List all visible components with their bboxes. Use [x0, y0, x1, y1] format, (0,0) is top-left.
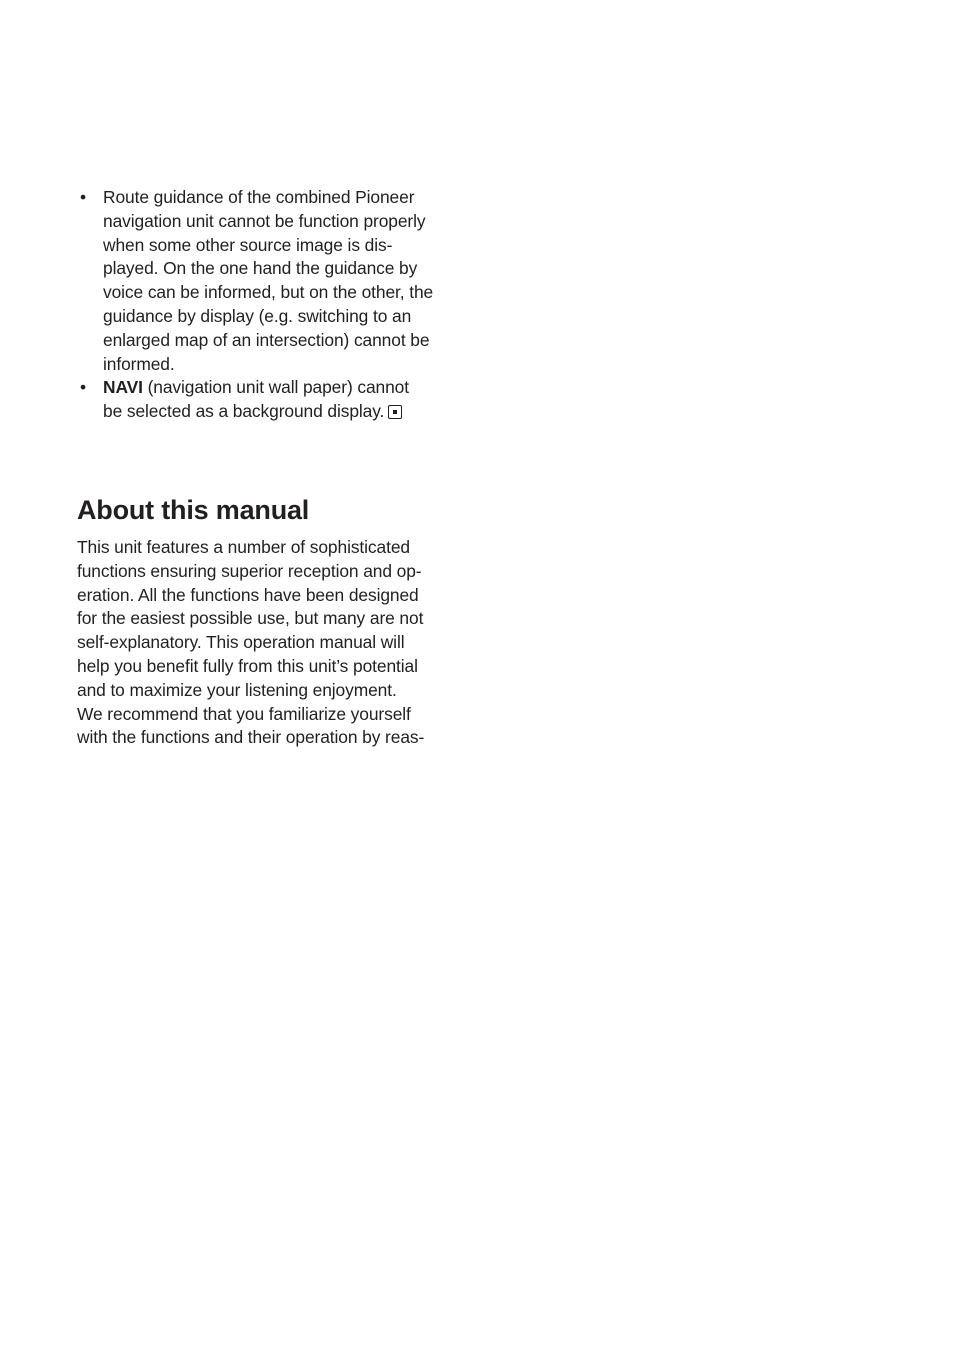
text-line: navigation unit cannot be function properly: [103, 210, 426, 231]
text-line: help you benefit fully from this unit’s potential: [77, 655, 418, 676]
text-line: eration. All the functions have been designed: [77, 584, 419, 605]
text-line: [103, 376, 469, 400]
navi-keyword: NAVI: [103, 377, 143, 398]
section-body: [77, 536, 469, 750]
end-of-section-icon: [388, 405, 402, 419]
text-line: and to maximize your listening enjoyment.: [77, 679, 397, 700]
text-line: guidance by display (e.g. switching to an: [103, 305, 412, 326]
text-line: This unit features a number of sophisticated: [77, 537, 410, 557]
bullet-item-navi-wallpaper: [77, 376, 469, 424]
bullet-marker: •: [80, 187, 86, 207]
bullet-item-route-guidance: [77, 186, 469, 376]
text-line: self-explanatory. This operation manual will: [77, 632, 405, 653]
text-line: when some other source image is dis-: [103, 234, 393, 255]
text-line: informed.: [103, 353, 175, 374]
text-line: voice can be informed, but on the other, the: [103, 282, 434, 303]
bullet-list: [77, 186, 469, 424]
bullet-marker: •: [80, 377, 86, 398]
text-line: played. On the one hand the guidance by: [103, 258, 418, 279]
text-line: functions ensuring superior reception and op-: [77, 560, 422, 581]
section-title: About this manual: [77, 495, 310, 525]
text-line: [103, 400, 469, 424]
text-line: We recommend that you familiarize yourself: [77, 703, 411, 724]
text-line: enlarged map of an intersection) cannot be: [103, 329, 430, 350]
text-line: Route guidance of the combined Pioneer: [103, 187, 415, 207]
text-fragment: (navigation unit wall paper) cannot: [142, 377, 409, 398]
text-fragment: be selected as a background display.: [103, 401, 385, 422]
text-line: for the easiest possible use, but many are not: [77, 608, 424, 629]
text-line: with the functions and their operation by reas-: [77, 727, 425, 748]
notes-column: [77, 186, 469, 424]
